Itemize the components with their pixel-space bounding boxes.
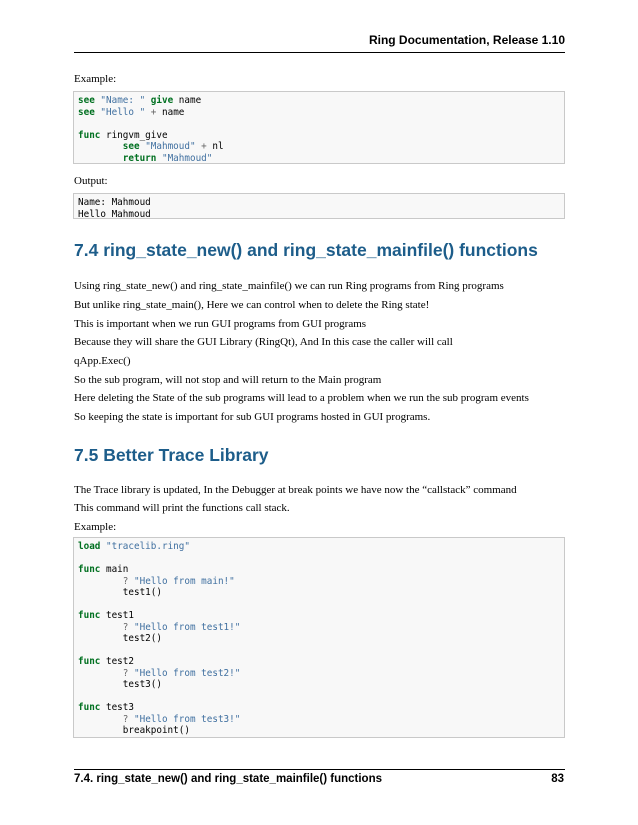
code-token: func bbox=[78, 656, 101, 667]
paragraph: This command will print the functions call stack. bbox=[74, 502, 290, 514]
code-token bbox=[78, 714, 123, 725]
code-token: see bbox=[122, 141, 140, 152]
code-line bbox=[78, 564, 560, 576]
code-token: see bbox=[78, 106, 95, 118]
code-token: ? bbox=[122, 713, 129, 725]
output-line: Hello Mahmoud bbox=[78, 208, 151, 219]
code-line bbox=[78, 553, 560, 565]
output-block bbox=[73, 193, 565, 219]
code-line bbox=[78, 714, 560, 726]
code-token: + bbox=[201, 141, 207, 152]
output-line: Name: Mahmoud bbox=[78, 197, 151, 208]
code-token: "Mahmoud" bbox=[145, 141, 196, 152]
code-token: "Hello from test2!" bbox=[134, 667, 241, 679]
code-line bbox=[78, 130, 560, 142]
code-token: test2 bbox=[100, 656, 134, 667]
code-token: test1() bbox=[78, 587, 162, 598]
code-token: func bbox=[78, 610, 101, 621]
code-line bbox=[78, 622, 560, 634]
code-token bbox=[78, 668, 123, 679]
code-token: "Mahmoud" bbox=[161, 152, 213, 164]
code-token: "Hello from test3!" bbox=[134, 713, 241, 725]
code-token: + bbox=[150, 106, 157, 118]
paragraph: Using ring_state_new() and ring_state_mainfile() we can run Ring programs from Ring programs bbox=[74, 280, 504, 292]
code-token: ? bbox=[122, 621, 129, 633]
paragraph: But unlike ring_state_main(), Here we can control when to delete the Ring state! bbox=[74, 299, 430, 311]
code-token: "tracelib.ring" bbox=[106, 541, 190, 552]
paragraph: qApp.Exec() bbox=[74, 355, 131, 367]
code-token: "Hello " bbox=[100, 106, 146, 118]
code-line bbox=[78, 610, 560, 622]
code-line bbox=[78, 141, 560, 153]
code-line bbox=[78, 702, 560, 714]
section-heading-7-4: 7.4 ring_state_new() and ring_state_mainfile() functions bbox=[74, 240, 538, 260]
code-token: test2() bbox=[78, 633, 162, 644]
code-token: func bbox=[78, 702, 101, 713]
code-line bbox=[78, 656, 560, 668]
code-token: ? bbox=[122, 667, 129, 679]
code-block-tracelib bbox=[73, 537, 565, 738]
code-block-give bbox=[73, 91, 565, 164]
code-token: ? bbox=[122, 575, 129, 587]
code-token: breakpoint() bbox=[78, 725, 190, 736]
code-token: "Hello from main!" bbox=[134, 575, 235, 587]
code-token: give bbox=[150, 95, 174, 106]
code-line bbox=[78, 633, 560, 645]
code-line bbox=[78, 599, 560, 611]
code-token: see bbox=[78, 95, 95, 106]
code-token: nl bbox=[206, 141, 224, 152]
running-header: Ring Documentation, Release 1.10 bbox=[368, 33, 565, 47]
paragraph: So the sub program, will not stop and will return to the Main program bbox=[74, 374, 382, 386]
code-line bbox=[78, 691, 560, 703]
code-line bbox=[78, 587, 560, 599]
example-label: Example: bbox=[74, 73, 117, 85]
code-token: name bbox=[156, 106, 185, 118]
code-line bbox=[78, 541, 560, 553]
code-line bbox=[78, 725, 560, 737]
paragraph: Here deleting the State of the sub programs will lead to a problem when we run the sub program events bbox=[74, 392, 529, 404]
paragraph: The Trace library is updated, In the Debugger at break points we have now the “callstack” command bbox=[74, 484, 517, 496]
code-token: test1 bbox=[100, 610, 134, 621]
paragraph: So keeping the state is important for sub GUI programs hosted in GUI programs. bbox=[74, 411, 431, 423]
code-token: test3 bbox=[100, 702, 134, 713]
code-line bbox=[78, 679, 560, 691]
code-token: load bbox=[78, 541, 101, 552]
page-number: 83 bbox=[551, 773, 564, 785]
example-label: Example: bbox=[74, 521, 117, 533]
code-line bbox=[78, 107, 560, 119]
code-line bbox=[78, 576, 560, 588]
code-line bbox=[78, 153, 560, 165]
footer-section-title: 7.4. ring_state_new() and ring_state_mainfile() functions bbox=[74, 773, 383, 785]
code-line bbox=[78, 668, 560, 680]
code-token: test3() bbox=[78, 679, 162, 690]
code-token: name bbox=[173, 95, 202, 106]
code-token: return bbox=[122, 152, 157, 164]
code-token bbox=[78, 622, 123, 633]
header-rule bbox=[74, 52, 565, 53]
section-heading-7-5: 7.5 Better Trace Library bbox=[74, 445, 269, 465]
footer-rule bbox=[74, 769, 565, 770]
code-token: "Hello from test1!" bbox=[134, 621, 241, 633]
code-token: "Name: " bbox=[100, 95, 146, 106]
code-token bbox=[78, 153, 123, 164]
code-token: func bbox=[78, 129, 101, 141]
code-token: ringvm_give bbox=[100, 129, 168, 141]
code-line bbox=[78, 95, 560, 107]
code-token bbox=[78, 576, 123, 587]
code-token: func bbox=[78, 564, 101, 575]
paragraph: Because they will share the GUI Library (RingQt), And In this case the caller will call bbox=[74, 336, 453, 348]
output-label: Output: bbox=[74, 175, 108, 187]
code-token bbox=[78, 141, 123, 152]
code-line bbox=[78, 118, 560, 130]
code-token: main bbox=[100, 564, 129, 575]
code-line bbox=[78, 645, 560, 657]
paragraph: This is important when we run GUI programs from GUI programs bbox=[74, 318, 367, 330]
